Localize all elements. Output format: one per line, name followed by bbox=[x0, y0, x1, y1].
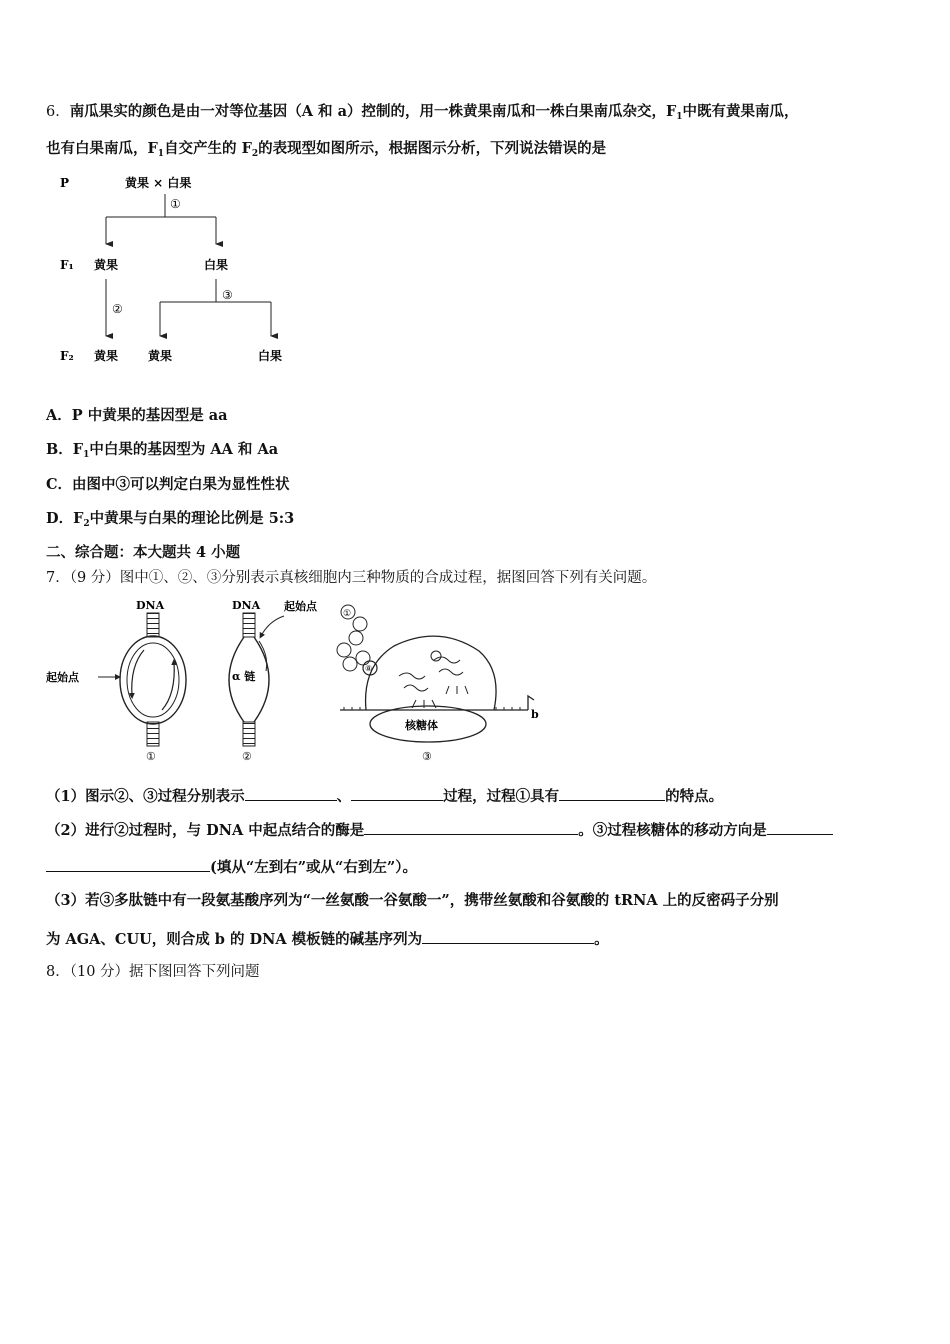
q7-text: （3）若③多肽链中有一段氨基酸序列为“一丝氨酸一谷氨酸一”，携带丝氨酸和谷氨酸的 tRNA 上的反密码子分别 bbox=[46, 892, 779, 909]
q7-stem bbox=[46, 568, 656, 588]
replication-bubble-inner bbox=[127, 643, 179, 717]
step-1-label: ① bbox=[170, 197, 181, 211]
dna-ladder-bottom bbox=[147, 722, 159, 746]
dna-strand bbox=[254, 637, 269, 722]
f2-yellow-label-b: 黄果 bbox=[148, 349, 173, 363]
dna-ladder-bottom bbox=[243, 722, 255, 746]
subscript: 2 bbox=[83, 519, 90, 529]
ribosome-large-subunit bbox=[366, 636, 497, 710]
f1-generation-label: F₁ bbox=[60, 258, 74, 272]
q7-text: 。③过程核糖体的移动方向是 bbox=[578, 822, 767, 839]
amino-acid-circle bbox=[337, 643, 351, 657]
option-text: D．F bbox=[46, 510, 84, 527]
q6-option-c bbox=[46, 475, 290, 495]
q6-number: 6． bbox=[46, 104, 70, 120]
replication-diagram bbox=[46, 599, 186, 763]
f2-generation-label: F₂ bbox=[60, 349, 74, 363]
answer-blank[interactable] bbox=[422, 929, 594, 944]
replication-bubble-outer bbox=[120, 636, 186, 724]
amino-acid-circle bbox=[353, 617, 367, 631]
f1-yellow-label: 黄果 bbox=[94, 258, 119, 272]
q6-cross-diagram bbox=[50, 172, 310, 372]
subscript: 1 bbox=[157, 149, 165, 159]
answer-blank[interactable] bbox=[245, 786, 337, 801]
arrow bbox=[261, 616, 284, 636]
option-text: B．F bbox=[46, 441, 84, 458]
translation-diagram bbox=[337, 605, 539, 763]
origin-label-right: 起始点 bbox=[284, 600, 317, 613]
arrow bbox=[162, 662, 174, 710]
circle-1-label: ① bbox=[343, 609, 352, 619]
origin-label-left: 起始点 bbox=[46, 671, 79, 684]
arrow bbox=[132, 650, 144, 696]
option-text: 中黄果与白果的理论比例是 5:3 bbox=[89, 510, 295, 527]
p-generation-label: P bbox=[60, 176, 70, 190]
f2-yellow-label-a: 黄果 bbox=[94, 349, 119, 363]
q8-stem bbox=[46, 962, 260, 982]
ribosome-label: 核糖体 bbox=[405, 719, 438, 732]
q7-subquestion-2 bbox=[46, 820, 833, 841]
circle-8-label: ⑧ bbox=[365, 664, 373, 673]
subscript: 1 bbox=[676, 112, 683, 122]
q7-text: 为 AGA、CUU，则合成 b 的 DNA 模板链的碱基序列为 bbox=[46, 931, 423, 948]
q6-text: 南瓜果实的颜色是由一对等位基因（A 和 a）控制的，用一株黄果南瓜和一株白果南瓜杂交，F bbox=[69, 103, 677, 120]
option-text: 中白果的基因型为 AA 和 Aa bbox=[89, 441, 279, 458]
q6-text: 的表现型如图所示，根据图示分析，下列说法错误的是 bbox=[258, 140, 607, 157]
amino-acid-circle bbox=[343, 657, 357, 671]
option-text: A．P 中黄果的基因型是 aa bbox=[46, 407, 228, 424]
transcription-diagram bbox=[229, 599, 318, 763]
q6-option-b bbox=[46, 440, 278, 465]
p-cross-text: 黄果 × 白果 bbox=[125, 176, 192, 190]
label-process-3: ③ bbox=[422, 750, 432, 763]
b-mark-label: b bbox=[531, 708, 539, 721]
q7-subquestion-1 bbox=[46, 786, 723, 807]
q7-subquestion-3-cont bbox=[46, 929, 609, 950]
label-process-2: ② bbox=[242, 750, 252, 763]
q7-subquestion-3 bbox=[46, 891, 779, 911]
q7-figure bbox=[44, 596, 554, 766]
alpha-chain-label: α 链 bbox=[232, 670, 256, 683]
q7-text: (填从“左到右”或从“右到左”）。 bbox=[210, 859, 417, 876]
q7-text: （1）图示②、③过程分别表示 bbox=[46, 788, 245, 805]
answer-blank[interactable] bbox=[351, 786, 443, 801]
section-heading bbox=[46, 543, 240, 563]
rna-chain bbox=[259, 641, 267, 671]
amino-acid-circle bbox=[356, 651, 370, 665]
dna-label-2: DNA bbox=[232, 599, 261, 612]
trna-right bbox=[434, 657, 468, 694]
q6-stem-line1 bbox=[46, 102, 799, 127]
subscript: 2 bbox=[251, 149, 259, 159]
answer-blank[interactable] bbox=[767, 820, 833, 835]
f1-white-label: 白果 bbox=[204, 258, 229, 272]
amino-acid-circle bbox=[349, 631, 363, 645]
q6-option-a bbox=[46, 406, 228, 426]
q6-text: 自交产生的 F bbox=[164, 140, 252, 157]
q6-stem-line2 bbox=[46, 139, 606, 164]
q6-text: 也有白果南瓜，F bbox=[46, 140, 158, 157]
q6-option-d bbox=[46, 509, 294, 534]
q7-text: 、 bbox=[336, 788, 352, 805]
dna-label-1: DNA bbox=[136, 599, 165, 612]
label-process-1: ① bbox=[146, 750, 156, 763]
f2-white-label: 白果 bbox=[258, 349, 283, 363]
step-2-label: ② bbox=[112, 302, 123, 316]
q7-text: 7．（9 分）图中①、②、③分别表示真核细胞内三种物质的合成过程，据图回答下列有关问题。 bbox=[46, 570, 657, 586]
step-3-label: ③ bbox=[222, 288, 233, 302]
answer-blank[interactable] bbox=[364, 820, 578, 835]
q7-text: 过程，过程①具有 bbox=[443, 788, 560, 805]
q7-text: 。 bbox=[594, 931, 609, 948]
subscript: 1 bbox=[83, 450, 90, 460]
dna-ladder-top bbox=[147, 613, 159, 637]
q7-text: 的特点。 bbox=[665, 788, 724, 805]
dna-ladder-top bbox=[243, 613, 255, 637]
option-text: C．由图中③可以判定白果为显性性状 bbox=[46, 476, 290, 493]
section-title: 二、综合题：本大题共 4 小题 bbox=[46, 544, 241, 561]
answer-blank[interactable] bbox=[46, 857, 210, 872]
q7-subquestion-2-cont bbox=[46, 857, 417, 878]
answer-blank[interactable] bbox=[559, 786, 665, 801]
q6-text: 中既有黄果南瓜， bbox=[682, 103, 799, 120]
q7-text: （2）进行②过程时，与 DNA 中起点结合的酶是 bbox=[46, 822, 365, 839]
amino-acid-circle bbox=[431, 651, 441, 661]
trna-left bbox=[399, 673, 436, 708]
q8-text: 8．（10 分）据下图回答下列问题 bbox=[46, 964, 260, 980]
